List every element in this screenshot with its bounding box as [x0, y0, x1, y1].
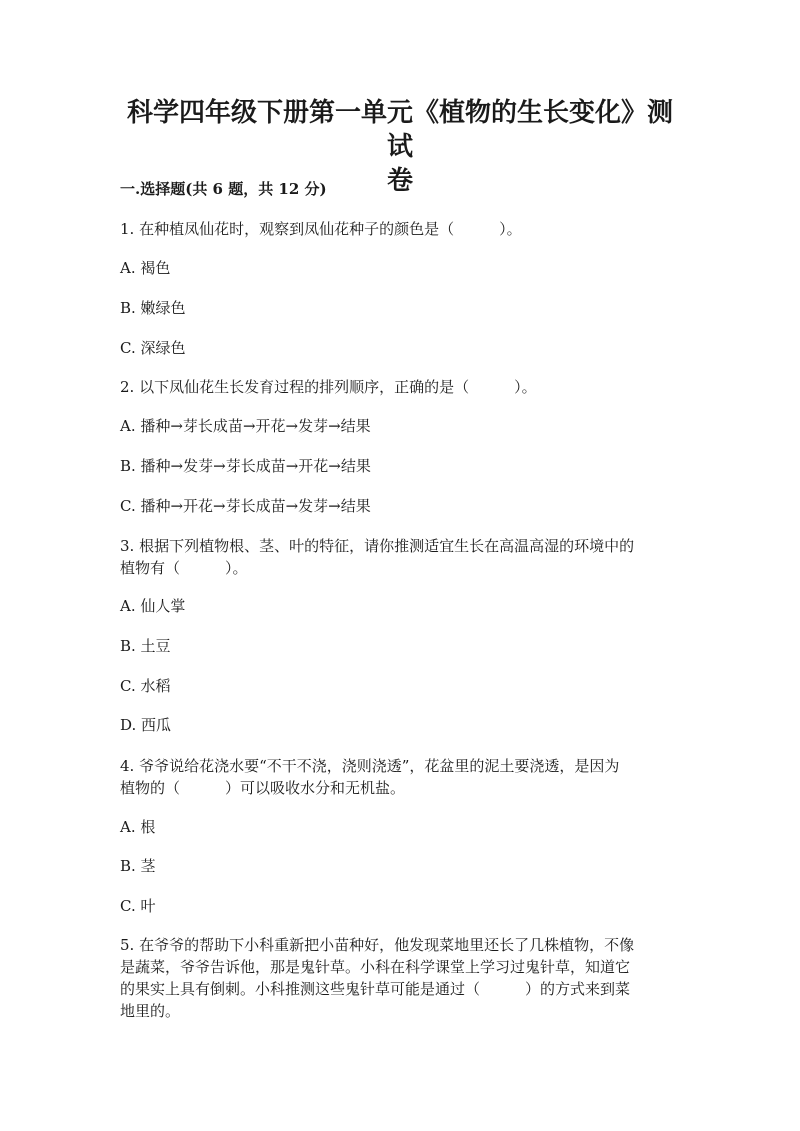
question-2-option-c: C. 播种→开花→芽长成苗→发芽→结果 [120, 497, 371, 515]
question-5-stem [120, 934, 680, 1022]
question-5-stem-line-3: 的果实上具有倒刺。小科推测这些鬼针草可能是通过（ ）的方式来到菜 [120, 980, 631, 998]
question-2-stem: 2. 以下凤仙花生长发育过程的排列顺序，正确的是（ ）。 [120, 378, 537, 396]
question-3-option-a: A. 仙人掌 [120, 597, 186, 615]
question-3-stem-line-2: 植物有（ ）。 [120, 559, 248, 577]
question-1-option-b: B. 嫩绿色 [120, 299, 186, 317]
question-3-option-b: B. 土豆 [120, 637, 171, 655]
title-line-1: 科学四年级下册第一单元《植物的生长变化》测试 [126, 98, 673, 162]
question-1-option-c: C. 深绿色 [120, 339, 186, 357]
question-4-stem [120, 755, 680, 799]
question-4-stem-line-1: 4. 爷爷说给花浇水要“不干不浇，浇则浇透”，花盆里的泥土要浇透，是因为 [120, 757, 620, 775]
title-line-2: 卷 [386, 166, 413, 196]
question-5-stem-line-4: 地里的。 [120, 1002, 181, 1020]
question-3-stem-line-1: 3. 根据下列植物根、茎、叶的特征，请你推测适宜生长在高温高湿的环境中的 [120, 537, 635, 555]
question-1-option-a: A. 褐色 [120, 259, 171, 277]
question-4-option-a: A. 根 [120, 818, 156, 836]
question-4-option-b: B. 茎 [120, 857, 156, 875]
question-5-stem-line-2: 是蔬菜，爷爷告诉他，那是鬼针草。小科在科学课堂上学习过鬼针草，知道它 [120, 958, 631, 976]
question-3-option-c: C. 水稻 [120, 677, 171, 695]
section-heading: 一.选择题(共 6 题，共 12 分) [120, 180, 327, 198]
question-3-option-d: D. 西瓜 [120, 716, 172, 734]
question-4-stem-line-2: 植物的（ ）可以吸收水分和无机盐。 [120, 779, 406, 797]
question-2-option-b: B. 播种→发芽→芽长成苗→开花→结果 [120, 457, 371, 475]
question-5-stem-line-1: 5. 在爷爷的帮助下小科重新把小苗种好，他发现菜地里还长了几株植物，不像 [120, 936, 635, 954]
question-1-stem: 1. 在种植凤仙花时，观察到凤仙花种子的颜色是（ ）。 [120, 220, 522, 238]
question-3-stem [120, 535, 680, 579]
question-4-option-c: C. 叶 [120, 897, 156, 915]
question-2-option-a: A. 播种→芽长成苗→开花→发芽→结果 [120, 417, 371, 435]
